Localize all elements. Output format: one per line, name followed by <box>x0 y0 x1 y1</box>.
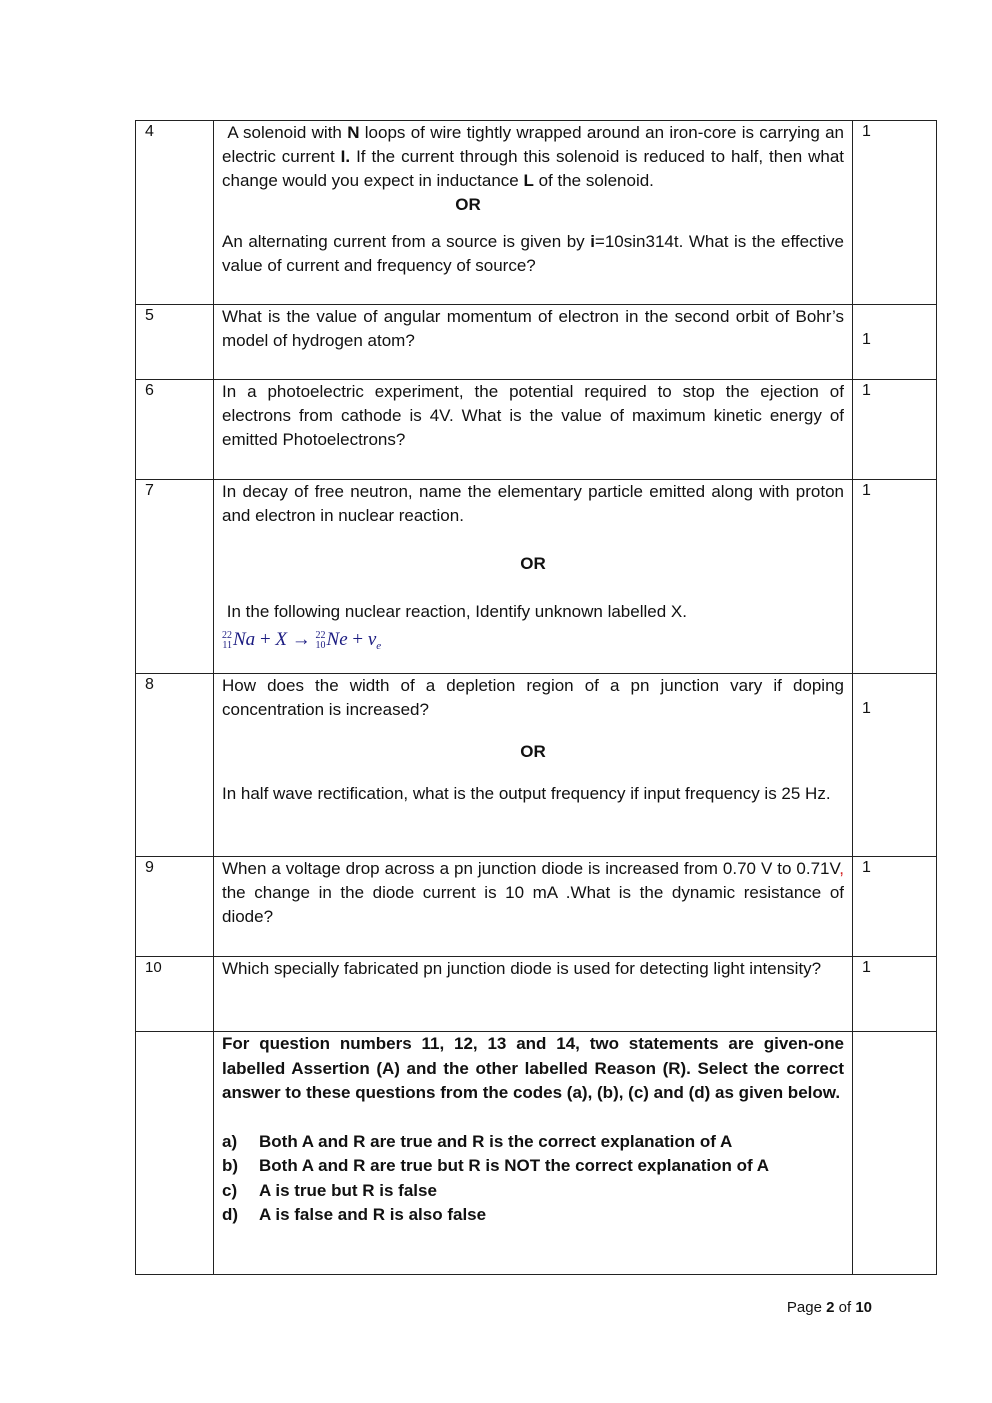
assertion-reason-instructions-row <box>136 1032 937 1275</box>
question-number <box>136 1032 214 1275</box>
instructions-text: For question numbers 11, 12, 13 and 14, two statements are given-one labelled Assertion (A) and the other labelled Reason (R). Select the correct answer to these questions from the codes (a), (b), (c) and (d) as given below. a) Both A and R are true and R is the correct explanation of A b) Both A and R are true but R is NOT the correct explanation of A c) A is true but R is false d) A is false and R is also false <box>214 1032 853 1275</box>
question-text: In a photoelectric experiment, the potential required to stop the ejection of electrons from cathode is 4V. What is the value of maximum kinetic energy of emitted Photoelectrons? <box>214 380 853 480</box>
question-text: When a voltage drop across a pn junction diode is increased from 0.70 V to 0.71V, the change in the diode current is 10 mA .What is the dynamic resistance of diode? <box>214 857 853 957</box>
question-row-8 <box>136 674 937 857</box>
question-number: 4 <box>136 121 214 305</box>
question-marks: 1 <box>853 121 937 305</box>
question-text: What is the value of angular momentum of electron in the second orbit of Bohr’s model of hydrogen atom? <box>214 305 853 380</box>
question-marks: 1 <box>853 674 937 857</box>
questions-table <box>135 120 937 1275</box>
or-separator: OR <box>455 195 481 214</box>
question-text: Which specially fabricated pn junction diode is used for detecting light intensity? <box>214 957 853 1032</box>
question-marks: 1 <box>853 305 937 380</box>
question-number: 10 <box>136 957 214 1032</box>
question-marks: 1 <box>853 957 937 1032</box>
question-number: 7 <box>136 480 214 674</box>
question-number: 6 <box>136 380 214 480</box>
question-marks: 1 <box>853 380 937 480</box>
question-number: 9 <box>136 857 214 957</box>
question-text: A solenoid with N loops of wire tightly wrapped around an iron-core is carrying an electric current I. If the current through this solenoid is reduced to half, then what change would you expect in inductance L of the solenoid. OR An alternating current from a source is given by i=10sin314t. What is the effective value of current and frequency of source? <box>214 121 853 305</box>
question-row-5 <box>136 305 937 380</box>
or-separator: OR <box>520 554 546 573</box>
question-row-6 <box>136 380 937 480</box>
nuclear-reaction-equation: 22 11Na + X → 22 $10Ne + \nu_e$ <box>222 629 382 652</box>
question-marks <box>853 1032 937 1275</box>
page-footer: Page 2 of 10 <box>786 1299 872 1316</box>
or-separator: OR <box>520 742 546 761</box>
answer-code-item: a) Both A and R are true and R is the correct explanation of A <box>222 1131 733 1151</box>
question-marks: 1 <box>853 857 937 957</box>
question-row-9 <box>136 857 937 957</box>
answer-code-item: b) Both A and R are true but R is NOT the correct explanation of A <box>222 1156 770 1175</box>
answer-code-item: d) A is false and R is also false <box>222 1205 487 1224</box>
question-row-7 <box>136 480 937 674</box>
question-marks: 1 <box>853 480 937 674</box>
question-row-10 <box>136 957 937 1032</box>
question-row-4 <box>136 121 937 305</box>
answer-codes-list <box>222 1130 844 1228</box>
question-text: In decay of free neutron, name the elementary particle emitted along with proton and electron in nuclear reaction. OR In the following nuclear reaction, Identify unknown labelled X. 22 11Na + X → 22 $10Ne + \nu_e$ <box>214 480 853 674</box>
question-text: How does the width of a depletion region of a pn junction vary if doping concentration is increased? OR In half wave rectification, what is the output frequency if input frequency is 25 Hz. <box>214 674 853 857</box>
question-number: 8 <box>136 674 214 857</box>
answer-code-item: c) A is true but R is false <box>222 1180 437 1200</box>
question-number: 5 <box>136 305 214 380</box>
